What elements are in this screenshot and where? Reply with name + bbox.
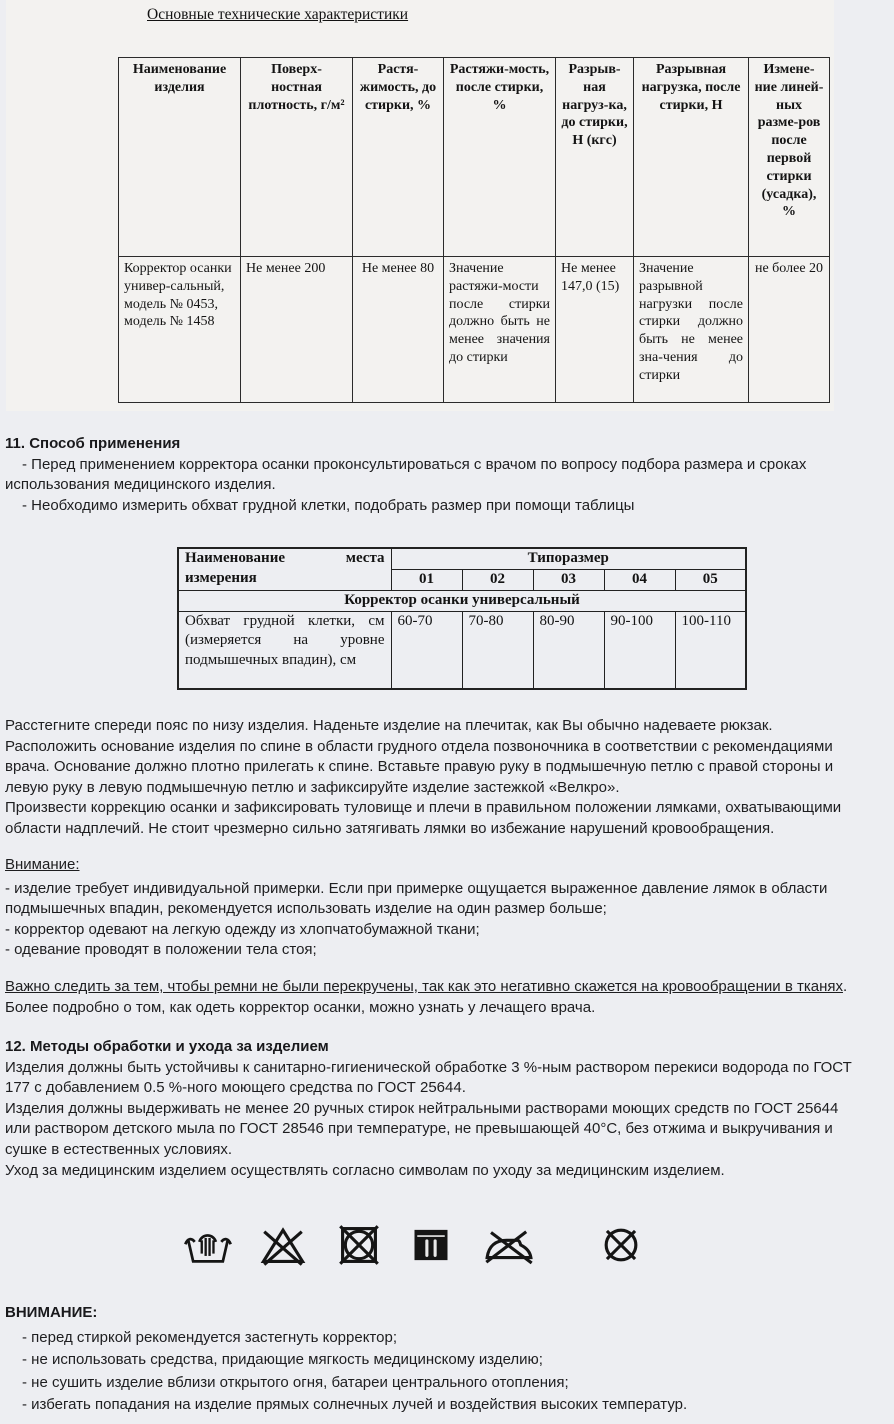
size-header-place: Наименование места измерения [178, 548, 391, 590]
tech-header-break-after: Разрывная нагрузка, после стирки, Н [634, 58, 749, 257]
tech-table-data-row [119, 257, 830, 403]
final-warning-heading: ВНИМАНИЕ: [5, 1304, 98, 1321]
size-range-01: 60-70 [391, 611, 462, 689]
size-table-measure-row [178, 611, 746, 689]
tech-header-break-before: Разрыв-ная нагруз-ка, до стирки, Н (кгс) [556, 58, 634, 257]
attention-section [5, 855, 861, 961]
tech-header-stretch-after: Растяжи-мость, после стирки, % [444, 58, 556, 257]
size-product-label: Корректор осанки универсальный [178, 590, 746, 611]
section-12-paragraph: Изделия должны выдерживать не менее 20 ручных стирок нейтральными растворами моющих средств по ГОСТ 25644 или раствором детского мыла по ГОСТ 28546 при температуре, не превышающей 40°С, без отжима и выкручивания и сушке в естественных условиях. [5, 1099, 839, 1158]
size-col-02: 02 [462, 569, 533, 590]
size-col-03: 03 [533, 569, 604, 590]
do-not-iron-icon [477, 1220, 541, 1270]
tech-cell-break-after: Значение разрывной нагрузки после стирки должно быть не менее зна-чения до стирки [634, 257, 749, 403]
size-range-03: 80-90 [533, 611, 604, 689]
important-note [5, 977, 861, 1018]
size-range-04: 90-100 [604, 611, 675, 689]
scanned-spec-image [6, 0, 834, 411]
tech-cell-break-before: Не менее 147,0 (15) [556, 257, 634, 403]
attention-item: - изделие требует индивидуальной примерки. Если при примерке ощущается выраженное давление лямок в области подмышечных впадин, рекомендуется использовать изделие на один размер больше; [5, 879, 828, 918]
important-more-info: Более подробно о том, как одеть корректор осанки, можно узнать у лечащего врача. [5, 998, 596, 1016]
tech-cell-shrinkage: не более 20 [749, 257, 830, 403]
tech-header-shrinkage: Измене-ние линей-ных разме-ров после первой стирки (усадка), % [749, 58, 830, 257]
size-col-04: 04 [604, 569, 675, 590]
final-warning-section [5, 1302, 861, 1417]
usage-instructions [5, 716, 861, 840]
tech-cell-density: Не менее 200 [241, 257, 353, 403]
hand-wash-icon [183, 1220, 233, 1270]
attention-item: - корректор одевают на легкую одежду из хлопчатобумажной ткани; [5, 920, 480, 938]
tech-cell-product: Корректор осанки универ-сальный, модель № 0453, модель № 1458 [119, 257, 241, 403]
size-measure-label: Обхват грудной клетки, см (измеряется на уровне подмышечных впадин), см [178, 611, 391, 689]
section-11-heading: 11. Способ применения [5, 435, 181, 452]
size-col-05: 05 [675, 569, 746, 590]
care-symbols-row [183, 1220, 647, 1270]
attention-item: - одевание проводят в положении тела стоя; [5, 941, 317, 959]
tech-header-stretch-before: Растя-жимость, до стирки, % [353, 58, 444, 257]
section-12-paragraph: Уход за медицинским изделием осуществлять согласно символам по уходу за медицинским изделием. [5, 1161, 725, 1179]
attention-heading: Внимание: [5, 856, 80, 873]
size-range-05: 100-110 [675, 611, 746, 689]
section-12-paragraph: Изделия должны быть устойчивы к санитарно-гигиенической обработке 3 %-ным раствором перекиси водорода по ГОСТ 177 с добавлением 0.5 %-ного моющего средства по ГОСТ 25644. [5, 1058, 852, 1097]
tech-table-header-row [119, 58, 830, 257]
tech-cell-stretch-after: Значение растяжи-мости после стирки должно быть не менее значения до стирки [444, 257, 556, 403]
do-not-tumble-dry-icon [333, 1220, 385, 1270]
tech-table [118, 57, 830, 403]
section-11 [5, 434, 861, 516]
tech-header-product: Наименование изделия [119, 58, 241, 257]
size-range-02: 70-80 [462, 611, 533, 689]
section-11-paragraph: - Перед применением корректора осанки проконсультироваться с врачом по вопросу подбора размера и сроках использования медицинского изделия. [5, 455, 807, 494]
important-underlined-line [5, 977, 861, 998]
tech-header-density: Поверх-ностная плотность, г/м² [241, 58, 353, 257]
tech-cell-stretch-before: Не менее 80 [353, 257, 444, 403]
size-col-01: 01 [391, 569, 462, 590]
drip-dry-icon [409, 1222, 453, 1268]
size-table-header-row [178, 548, 746, 569]
important-underlined-text: Важно следить за тем, чтобы ремни не были перекручены, так как это негативно скажется на кровообращении в тканях [5, 978, 843, 995]
size-header-group: Типоразмер [391, 548, 746, 569]
important-tail: . [842, 978, 848, 995]
do-not-dry-clean-icon [595, 1220, 647, 1270]
section-11-paragraph: - Необходимо измерить обхват грудной клетки, подобрать размер при помощи таблицы [22, 496, 635, 514]
final-warning-item: - не использовать средства, придающие мягкость медицинскому изделию; [22, 1351, 543, 1369]
size-table [177, 547, 747, 690]
usage-paragraph: Расстегните спереди пояс по низу изделия. Наденьте изделие на плечитак, как Вы обычно надеваете рюкзак. Расположить основание изделия по спине в области грудного отдела позвоночника в соответствии с рекомендациями врача. Основание должно плотно прилегать к спине. Вставьте правую руку в подмышечную петлю с правой стороны и левую руку в левую подмышечную петлю и зафиксируйте изделие застежкой «Велкро». [5, 717, 834, 796]
final-warning-item: - избегать попадания на изделие прямых солнечных лучей и воздействия высоких температур. [22, 1396, 688, 1414]
final-warning-item: - перед стиркой рекомендуется застегнуть корректор; [22, 1328, 397, 1346]
section-12-heading: 12. Методы обработки и ухода за изделием [5, 1038, 329, 1055]
do-not-bleach-icon [257, 1220, 309, 1270]
usage-paragraph: Произвести коррекцию осанки и зафиксировать туловище и плечи в правильном положении лямками, охватывающими области надплечий. Не стоит чрезмерно сильно затягивать лямки во избежание нарушений кровообращения. [5, 799, 842, 837]
size-table-product-row [178, 590, 746, 611]
final-warning-item: - не сушить изделие вблизи открытого огня, батареи центрального отопления; [22, 1373, 569, 1391]
tech-title: Основные технические характеристики [147, 6, 409, 23]
section-12 [5, 1037, 861, 1181]
